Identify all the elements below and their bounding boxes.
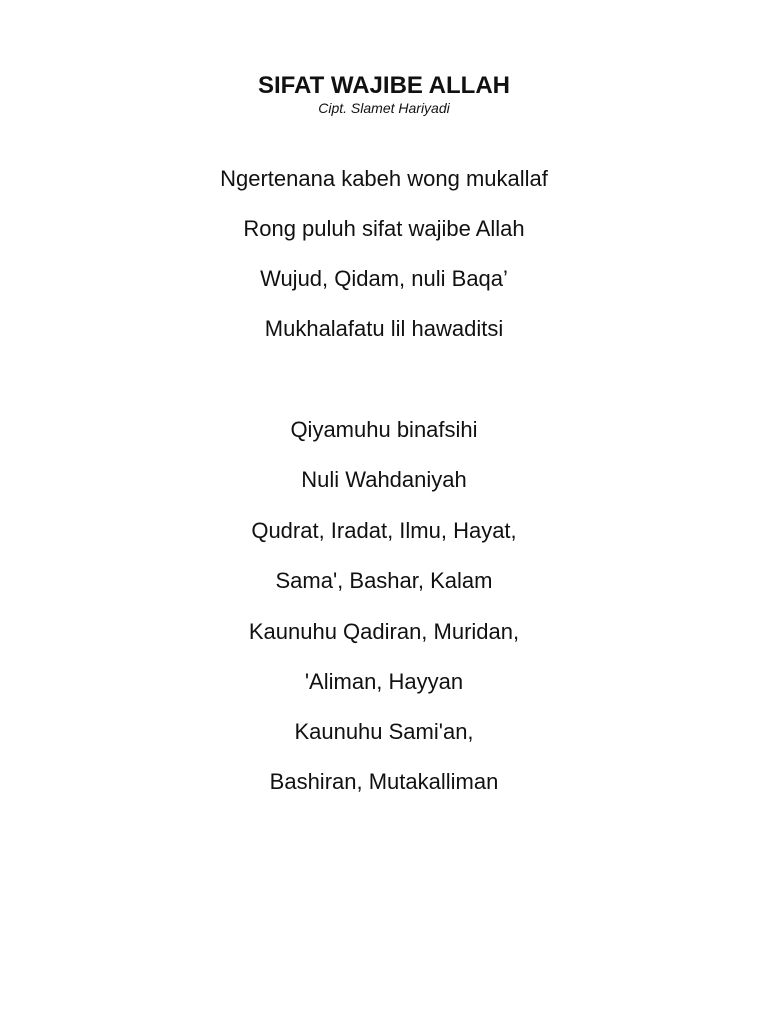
lyric-line: Qudrat, Iradat, Ilmu, Hayat, bbox=[251, 518, 517, 543]
lyric-line: Ngertenana kabeh wong mukallaf bbox=[220, 166, 548, 191]
lyric-line: Kaunuhu Qadiran, Muridan, bbox=[248, 619, 520, 644]
lyric-line: Nuli Wahdaniyah bbox=[301, 467, 467, 492]
lyric-line: Qiyamuhu binafsihi bbox=[290, 417, 478, 442]
lyric-line: Wujud, Qidam, nuli Baqa’ bbox=[260, 266, 508, 291]
lyric-line: Rong puluh sifat wajibe Allah bbox=[243, 216, 525, 241]
document-title: SIFAT WAJIBE ALLAH bbox=[258, 72, 510, 99]
lyric-line: Kaunuhu Sami'an, bbox=[294, 719, 474, 744]
lyric-line: Mukhalafatu lil hawaditsi bbox=[264, 316, 504, 341]
document-author: Cipt. Slamet Hariyadi bbox=[318, 100, 450, 116]
lyric-line: Bashiran, Mutakalliman bbox=[269, 769, 499, 794]
lyric-line: Sama', Bashar, Kalam bbox=[275, 568, 493, 593]
lyric-line: 'Aliman, Hayyan bbox=[304, 669, 464, 694]
